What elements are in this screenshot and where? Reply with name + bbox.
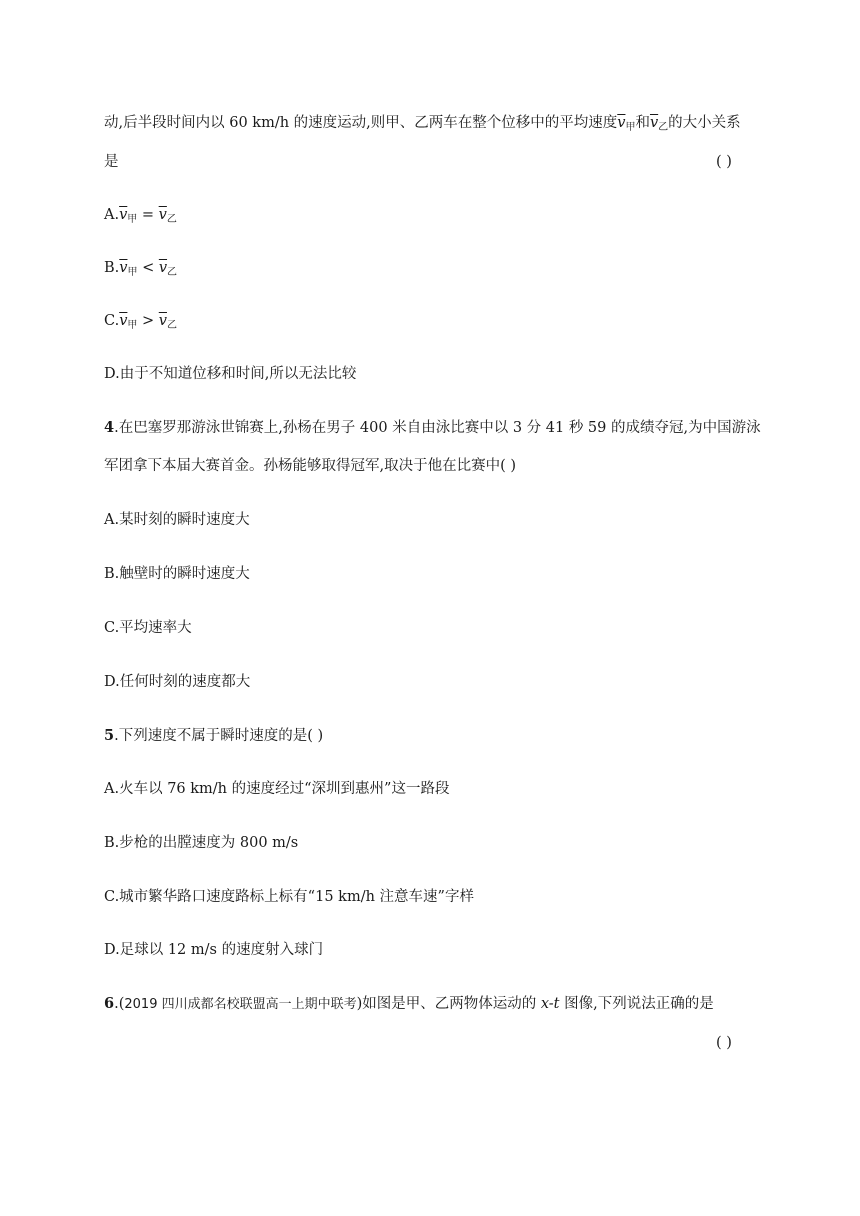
q3-stem-line2: 是	[104, 154, 119, 170]
q4-option-a: A.某时刻的瞬时速度大	[104, 512, 250, 528]
v-bar-symbol: $\overline{v}$	[617, 115, 626, 131]
x-t-symbol: x-t	[540, 996, 560, 1012]
q4-option-c: C.平均速率大	[104, 620, 192, 636]
q4-stem-line1	[104, 418, 761, 438]
question-source: 2019 四川成都名校联盟高一上期中联考	[124, 997, 357, 1012]
v-bar-symbol: $\overline{v}$	[158, 313, 167, 329]
q5-option-a: A.火车以 76 km/h 的速度经过“深圳到惠州”这一路段	[104, 781, 450, 797]
q3-option-a	[104, 205, 177, 230]
q3-answer-paren: ( )	[716, 154, 732, 170]
q6-answer-paren: ( )	[716, 1035, 732, 1051]
q3-option-c	[104, 311, 177, 336]
q3-option-d: D.由于不知道位移和时间,所以无法比较	[104, 366, 357, 382]
q5-option-c: C.城市繁华路口速度路标上标有“15 km/h 注意车速”字样	[104, 889, 474, 905]
option-label: A.	[104, 207, 120, 223]
subscript-yi: 乙	[658, 122, 669, 133]
option-label: C.	[104, 313, 120, 329]
equals-sign: =	[141, 207, 155, 223]
subscript-jia: 甲	[127, 320, 138, 331]
q3-stem-end: 的大小关系	[668, 115, 741, 131]
option-label: B.	[104, 260, 120, 276]
v-bar-symbol: $\overline{v}$	[119, 260, 128, 276]
q5-stem-text: .下列速度不属于瞬时速度的是( )	[114, 728, 324, 744]
q5-stem	[104, 726, 323, 746]
q5-option-b: B.步枪的出膛速度为 800 m/s	[104, 835, 299, 851]
source-open: .(	[114, 996, 125, 1012]
q4-option-d: D.任何时刻的速度都大	[104, 674, 251, 690]
subscript-yi: 乙	[167, 267, 178, 278]
q3-stem-line1	[104, 113, 741, 138]
q4-option-b: B.触壁时的瞬时速度大	[104, 566, 250, 582]
question-number: 6	[104, 995, 115, 1012]
q4-stem-text: .在巴塞罗那游泳世锦赛上,孙杨在男子 400 米自由泳比赛中以 3 分 41 秒 59 的成绩夺冠,为中国游泳	[114, 420, 761, 436]
v-bar-symbol: $\overline{v}$	[649, 115, 659, 131]
q3-and: 和	[635, 115, 650, 131]
subscript-jia: 甲	[625, 122, 636, 133]
q5-option-d: D.足球以 12 m/s 的速度射入球门	[104, 942, 324, 958]
subscript-jia: 甲	[127, 267, 138, 278]
question-number: 4	[104, 419, 115, 436]
less-than-sign: <	[142, 260, 155, 276]
subscript-yi: 乙	[166, 214, 177, 225]
q6-stem-line1	[104, 994, 714, 1015]
v-bar-symbol: $\overline{v}$	[119, 207, 128, 223]
subscript-jia: 甲	[127, 214, 138, 225]
question-number: 5	[104, 727, 115, 744]
q6-stem-text: )如图是甲、乙两物体运动的	[356, 996, 541, 1012]
q3-option-b	[104, 258, 177, 283]
q3-stem-text: 动,后半段时间内以 60 km/h 的速度运动,则甲、乙两车在整个位移中的平均速度	[104, 115, 618, 131]
greater-than-sign: >	[142, 313, 155, 329]
q6-stem-end: 图像,下列说法正确的是	[559, 996, 714, 1012]
q4-stem-line2: 军团拿下本届大赛首金。孙杨能够取得冠军,取决于他在比赛中( )	[104, 458, 517, 474]
subscript-yi: 乙	[166, 320, 177, 331]
v-bar-symbol: $\overline{v}$	[119, 313, 128, 329]
v-bar-symbol: $\overline{v}$	[158, 207, 167, 223]
v-bar-symbol: $\overline{v}$	[158, 260, 168, 276]
